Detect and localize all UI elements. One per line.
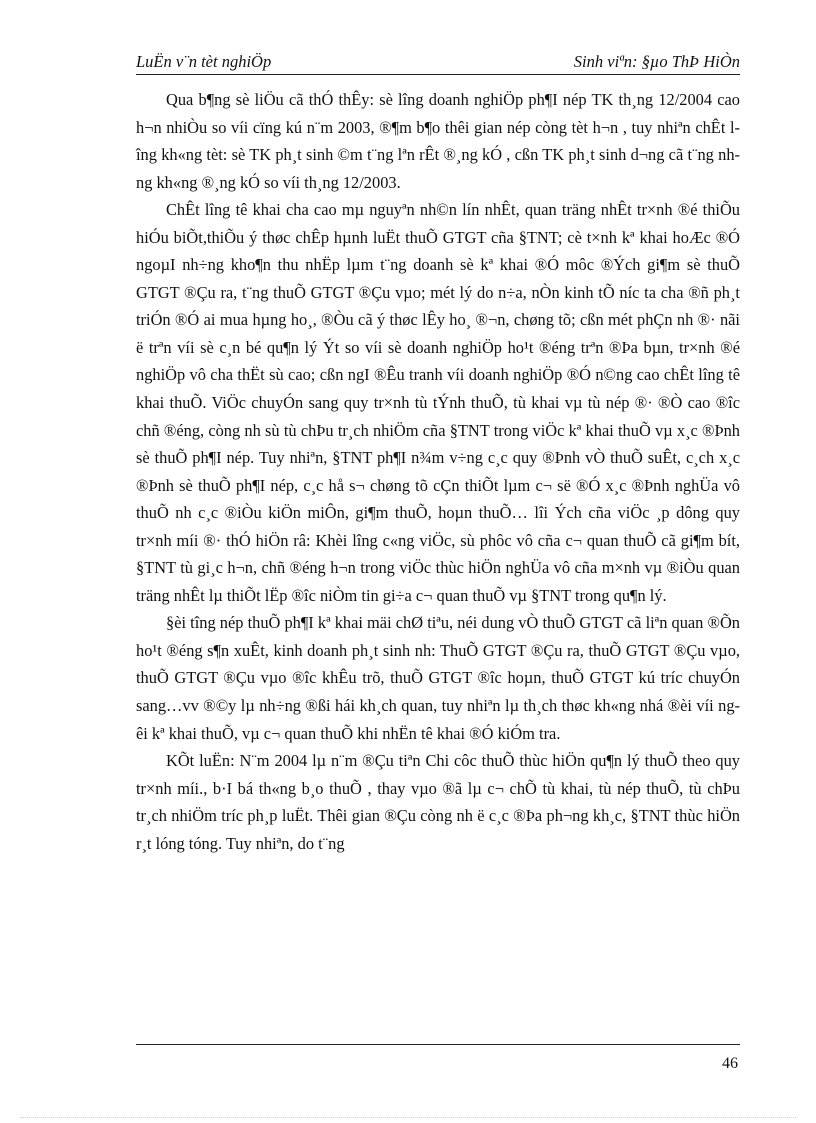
paragraph-1: Qua b¶ng sè liÖu cã thÓ thÊy: sè lîng doanh nghiÖp ph¶I nép TK th¸ng 12/2004 cao h¬n nhiÒu so víi cïng kú n¨m 2003, ®¶m b¶o thêi gian nép còng tèt h¬n , tuy nhiªn chÊt lîng kh«ng tèt: sè TK ph¸t sinh ©m t¨ng lªn rÊt ®¸ng kÓ , cßn TK ph¸t sinh d¬ng cã t¨ng nhng kh«ng ®¸ng kÓ so víi th¸ng 12/2003. bbox=[136, 90, 740, 192]
header-student-name: Sinh viªn: §µo ThÞ HiÒn bbox=[573, 52, 740, 71]
page-edge-divider bbox=[20, 1117, 796, 1118]
body-text bbox=[136, 86, 740, 857]
footer-divider bbox=[136, 1044, 740, 1045]
paragraph-2: ChÊt lîng tê khai cha cao mµ nguyªn nh©n lín nhÊt, quan träng nhÊt tr×nh ®é thiÕu hiÓu biÕt,thiÕu ý thøc chÊp hµnh luËt thuÕ GTGT cña §TNT; cè t×nh kª khai hoÆc ®Ó ngoµI nh÷ng kho¶n thu nhËp lµm t¨ng doanh sè kª khai ®Ó môc ®Ých gi¶m sè thuÕ GTGT ®Çu ra, t¨ng thuÕ GTGT ®Çu vµo; mét lý do n÷a, nÒn kinh tÕ níc ta cha ®ñ ph¸t triÓn ®Ó ai mua hµng ho¸, ®Òu cã ý thøc lÊy ho¸ ®¬n, chøng tõ; cßn mét phÇn nh ®· nãi ë trªn víi sè c¸n bé qu¶n lý Ýt so víi sè doanh nghiÖp ho¹t ®éng trªn ®Þa bµn, tr×nh ®é nghiÖp vô cha thËt sù cao; cßn ngI ®Êu tranh víi doanh nghiÖp ®Ó n©ng cao chÊt lîng tê khai thuÕ. ViÖc chuyÓn sang quy tr×nh tù tÝnh thuÕ, tù khai vµ tù nép ®· ®Ò cao ®îc chñ ®éng, còng nh sù tù chÞu tr¸ch nhiÖm cña §TNT trong viÖc kª khai thuÕ vµ x¸c ®Þnh sè thuÕ ph¶I nép. Tuy nhiªn, §TNT ph¶I n¾m v÷ng c¸c quy ®Þnh vÒ thuÕ suÊt, c¸ch x¸c ®Þnh sè thuÕ ph¶I nép, c¸c hå s¬ chøng tõ cÇn thiÕt lµm c¬ së ®Ó x¸c ®Þnh nghÜa vô thuÕ nh c¸c ®iÒu kiÖn miÔn, gi¶m thuÕ, hoµn thuÕ… lîi Ých cña viÖc ¸p dông quy tr×nh míi ®· thÓ hiÖn râ: Khèi lîng c«ng viÖc, sù phôc vô cña c¬ quan thuÕ cã gi¶m bít, §TNT tù gi¸c h¬n, chñ ®éng h¬n trong viÖc thùc hiÖn nghÜa vô cña m×nh vµ ®iÒu quan träng nhÊt lµ thiÕt lËp ®îc niÒm tin gi÷a c¬ quan thuÕ vµ §TNT trong qu¶n lý. bbox=[136, 200, 740, 605]
page-number: 46 bbox=[722, 1055, 738, 1072]
paragraph-4: KÕt luËn: N¨m 2004 lµ n¨m ®Çu tiªn Chi côc thuÕ thùc hiÖn qu¶n lý thuÕ theo quy tr×nh míi., b·I bá th«ng b¸o thuÕ , thay vµo ®ã lµ c¬ chÕ tù khai, tù nép thuÕ, tù chÞu tr¸ch nhiÖm tríc ph¸p luËt. Thêi gian ®Çu còng nh ë c¸c ®Þa ph¬ng kh¸c, §TNT thùc hiÖn r¸t lóng tóng. Tuy nhiªn, do t¨ng bbox=[136, 751, 740, 853]
paragraph-3: §èi tîng nép thuÕ ph¶I kª khai mäi chØ tiªu, néi dung vÒ thuÕ GTGT cã liªn quan ®Õn ho¹t ®éng s¶n xuÊt, kinh doanh ph¸t sinh nh: ThuÕ GTGT ®Çu ra, thuÕ GTGT ®Çu vµo, thuÕ GTGT ®Çu vµo ®îc khÊu trõ, thuÕ GTGT ®îc hoµn, thuÕ GTGT kú tríc chuyÓn sang…vv ®©y lµ nh÷ng ®ßi hái kh¸ch quan, tuy nhiªn lµ th¸ch thøc kh«ng nhá ®èi víi ngêi kª khai thuÕ, vµ c¬ quan thuÕ khi nhËn tê khai ®Ó kiÓm tra. bbox=[136, 613, 740, 743]
page-header bbox=[136, 44, 740, 75]
header-thesis-title: LuËn v¨n tèt nghiÖp bbox=[136, 52, 272, 71]
